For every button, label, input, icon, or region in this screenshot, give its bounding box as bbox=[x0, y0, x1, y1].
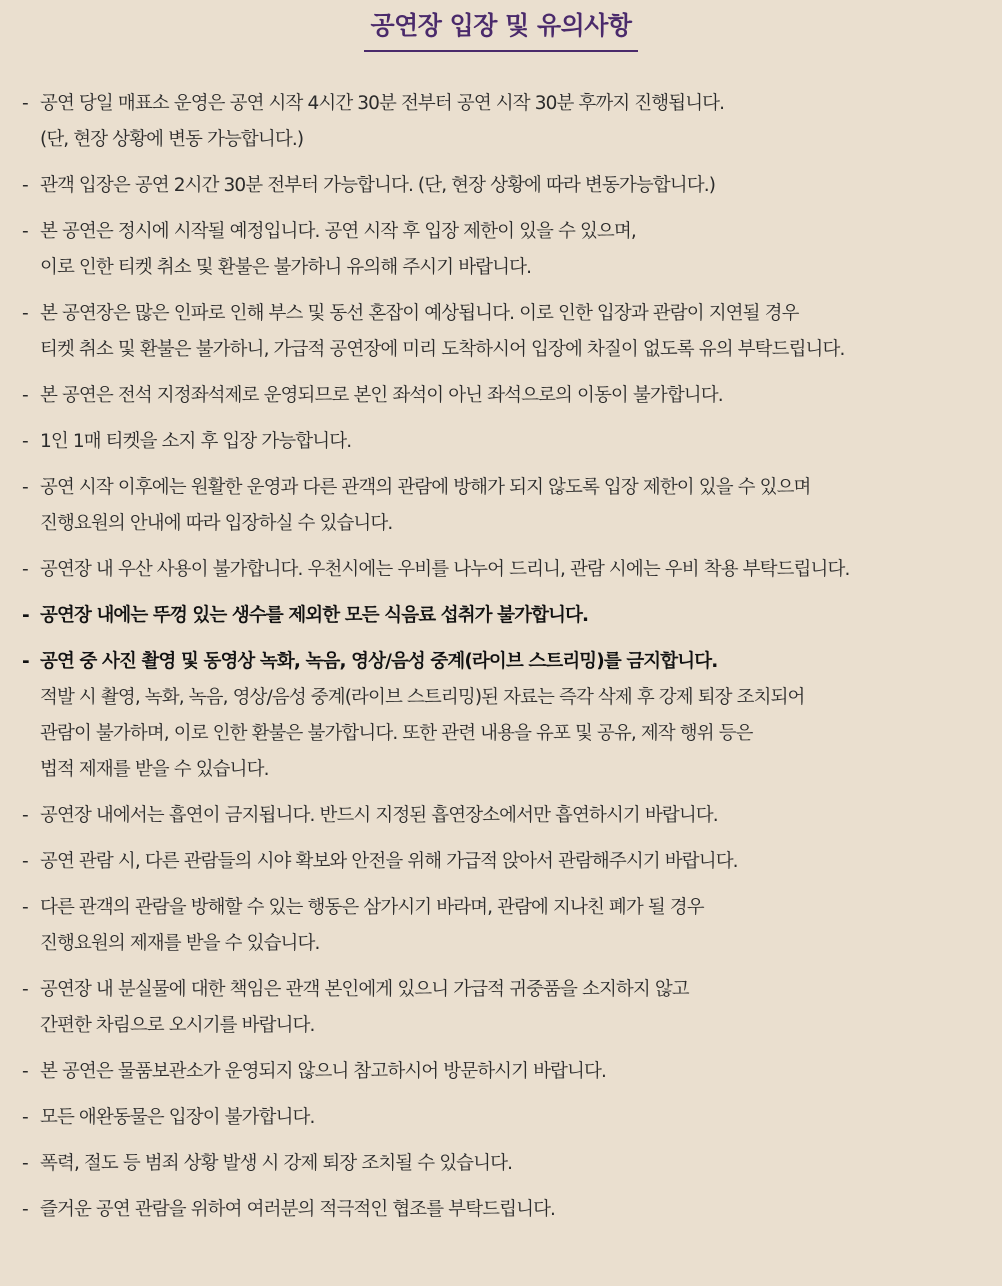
bullet-dash: - bbox=[22, 431, 28, 452]
notice-item bbox=[22, 168, 997, 204]
notice-item bbox=[22, 1192, 997, 1228]
notice-line: 관객 입장은 공연 2시간 30분 전부터 가능합니다. (단, 현장 상황에 따라 변동가능합니다.) bbox=[40, 175, 716, 196]
bullet-dash: - bbox=[22, 477, 28, 498]
title-container bbox=[0, 6, 1002, 52]
notice-line: 공연 시작 이후에는 원활한 운영과 다른 관객의 관람에 방해가 되지 않도록 입장 제한이 있을 수 있으며 bbox=[40, 477, 811, 498]
notice-line: 공연장 내에는 뚜껑 있는 생수를 제외한 모든 식음료 섭취가 불가합니다. bbox=[40, 605, 589, 626]
notice-item bbox=[22, 214, 997, 286]
notice-line: (단, 현장 상황에 변동 가능합니다.) bbox=[40, 129, 304, 150]
notice-item bbox=[22, 1054, 997, 1090]
notice-line: 적발 시 촬영, 녹화, 녹음, 영상/음성 중계(라이브 스트리밍)된 자료는 즉각 삭제 후 강제 퇴장 조치되어 bbox=[40, 687, 805, 708]
notice-line: 진행요원의 안내에 따라 입장하실 수 있습니다. bbox=[40, 513, 393, 534]
notice-line: 즐거운 공연 관람을 위하여 여러분의 적극적인 협조를 부탁드립니다. bbox=[40, 1199, 556, 1220]
notice-item bbox=[22, 470, 997, 542]
bullet-dash: - bbox=[22, 851, 28, 872]
bullet-dash: - bbox=[22, 175, 28, 196]
notice-line: 티켓 취소 및 환불은 불가하니, 가급적 공연장에 미리 도착하시어 입장에 차질이 없도록 유의 부탁드립니다. bbox=[40, 339, 845, 360]
notice-item bbox=[22, 424, 997, 460]
notice-line: 공연 당일 매표소 운영은 공연 시작 4시간 30분 전부터 공연 시작 30분 후까지 진행됩니다. bbox=[40, 93, 725, 114]
notice-line: 진행요원의 제재를 받을 수 있습니다. bbox=[40, 933, 320, 954]
notice-item bbox=[22, 296, 997, 368]
bullet-dash: - bbox=[22, 805, 28, 826]
bullet-dash: - bbox=[22, 979, 28, 1000]
notice-line: 본 공연은 정시에 시작될 예정입니다. 공연 시작 후 입장 제한이 있을 수 있으며, bbox=[40, 221, 636, 242]
notice-line: 다른 관객의 관람을 방해할 수 있는 행동은 삼가시기 바라며, 관람에 지나친 폐가 될 경우 bbox=[40, 897, 704, 918]
notice-line: 폭력, 절도 등 범죄 상황 발생 시 강제 퇴장 조치될 수 있습니다. bbox=[40, 1153, 513, 1174]
notice-line: 본 공연장은 많은 인파로 인해 부스 및 동선 혼잡이 예상됩니다. 이로 인한 입장과 관람이 지연될 경우 bbox=[40, 303, 799, 324]
bullet-dash: - bbox=[22, 1199, 28, 1220]
notice-line: 본 공연은 물품보관소가 운영되지 않으니 참고하시어 방문하시기 바랍니다. bbox=[40, 1061, 606, 1082]
notice-line: 공연 중 사진 촬영 및 동영상 녹화, 녹음, 영상/음성 중계(라이브 스트리밍)를 금지합니다. bbox=[40, 651, 718, 672]
bullet-dash: - bbox=[22, 1061, 28, 1082]
bullet-dash: - bbox=[22, 93, 28, 114]
bullet-dash: - bbox=[22, 897, 28, 918]
notice-line: 공연장 내에서는 흡연이 금지됩니다. 반드시 지정된 흡연장소에서만 흡연하시기 바랍니다. bbox=[40, 805, 718, 826]
bullet-dash: - bbox=[22, 385, 28, 406]
notice-line: 공연장 내 우산 사용이 불가합니다. 우천시에는 우비를 나누어 드리니, 관람 시에는 우비 착용 부탁드립니다. bbox=[40, 559, 850, 580]
notice-line: 모든 애완동물은 입장이 불가합니다. bbox=[40, 1107, 315, 1128]
notice-item bbox=[22, 890, 997, 962]
notice-line: 간편한 차림으로 오시기를 바랍니다. bbox=[40, 1015, 315, 1036]
bullet-dash: - bbox=[22, 559, 28, 580]
page-title: 공연장 입장 및 유의사항 bbox=[364, 6, 637, 52]
bullet-dash: - bbox=[22, 221, 28, 242]
notice-item bbox=[22, 86, 997, 158]
notice-item bbox=[22, 972, 997, 1044]
notice-line: 본 공연은 전석 지정좌석제로 운영되므로 본인 좌석이 아닌 좌석으로의 이동이 불가합니다. bbox=[40, 385, 723, 406]
bullet-dash: - bbox=[22, 1107, 28, 1128]
bullet-dash: - bbox=[22, 651, 29, 672]
notice-item bbox=[22, 378, 997, 414]
notice-line: 공연 관람 시, 다른 관람들의 시야 확보와 안전을 위해 가급적 앉아서 관람해주시기 바랍니다. bbox=[40, 851, 738, 872]
bullet-dash: - bbox=[22, 303, 28, 324]
bullet-dash: - bbox=[22, 1153, 28, 1174]
notice-line: 공연장 내 분실물에 대한 책임은 관객 본인에게 있으니 가급적 귀중품을 소지하지 않고 bbox=[40, 979, 689, 1000]
notice-line: 1인 1매 티켓을 소지 후 입장 가능합니다. bbox=[40, 431, 352, 452]
notice-list bbox=[22, 86, 997, 1238]
notice-line: 관람이 불가하며, 이로 인한 환불은 불가합니다. 또한 관련 내용을 유포 및 공유, 제작 행위 등은 bbox=[40, 723, 753, 744]
notice-item-recording-ban bbox=[22, 644, 997, 788]
notice-item bbox=[22, 844, 997, 880]
notice-item bbox=[22, 1146, 997, 1182]
notice-item-food-ban bbox=[22, 598, 997, 634]
notice-item bbox=[22, 552, 997, 588]
notice-item bbox=[22, 798, 997, 834]
notice-line: 법적 제재를 받을 수 있습니다. bbox=[40, 759, 269, 780]
bullet-dash: - bbox=[22, 605, 29, 626]
notice-item bbox=[22, 1100, 997, 1136]
notice-line: 이로 인한 티켓 취소 및 환불은 불가하니 유의해 주시기 바랍니다. bbox=[40, 257, 532, 278]
